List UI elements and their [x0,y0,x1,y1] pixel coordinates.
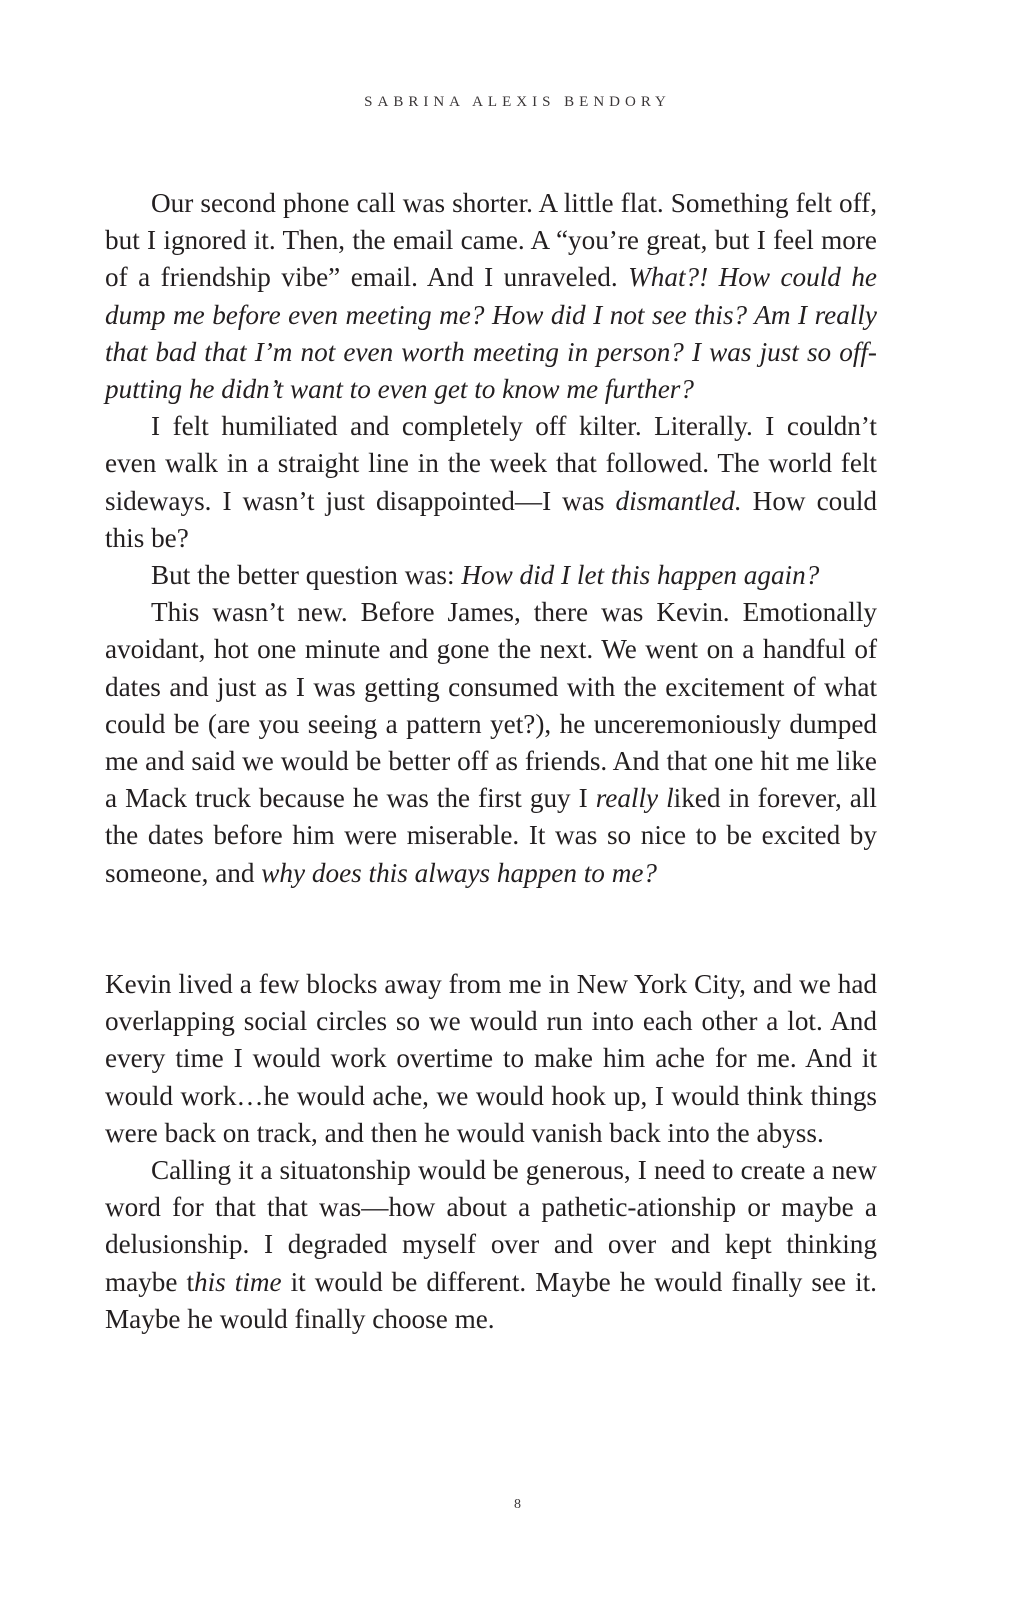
paragraph-text: I felt humiliated and completely off kilter. Literally. I couldn’t even walk in a straight line in the week that followed. The world felt sideways. I wasn’t just disappointed—I was [105,411,877,516]
paragraph-text: Kevin lived a few blocks away from me in New York City, and we had overlapping social circles so we would run into each other a lot. And every time I would work overtime to make him ache for me. And it would work…he would ache, we would hook up, I would think things were back on track, and then he would vanish back into the abyss. [105,969,877,1148]
running-head: SABRINA ALEXIS BENDORY [364,94,671,110]
paragraph-text: iked in forever, all the dates before him were miserable. It was so nice to be excited by someone, and [105,783,877,888]
paragraph [105,594,877,892]
paragraph-text: This wasn’t new. Before James, there was Kevin. Emotionally avoidant, hot one minute and gone the next. We went on a handful of dates and just as I was getting consumed with the excitement of what could be (are you seeing a pattern yet?), he unceremoniously dumped me and said we would be better off as friends. And that one hit me like a Mack truck because he was the first guy I [105,597,877,814]
italic-text: How did I let this happen again? [461,560,820,591]
paragraph-text: But the better question was: [151,560,462,591]
paragraph [105,966,877,1152]
italic-text: his time [194,1266,282,1297]
paragraph [105,1152,877,1338]
paragraph [105,408,877,557]
paragraph-text: it would be different. Maybe he would finally see it. Maybe he would finally choose me. [105,1266,877,1334]
italic-text: why does this always happen to me? [261,857,657,888]
paragraph [105,557,877,594]
paragraph-text: How could this be? [105,485,877,553]
paragraph [105,185,877,408]
section-one [105,185,877,892]
paragraph-text: Our second phone call was shorter. A little flat. Something felt off, but I ignored it. Then, the email came. A “you’re great, but I feel more of a friendship vibe” email. And I unraveled. [105,188,877,293]
italic-text: really l [595,783,674,814]
paragraph-text: Calling it a situatonship would be generous, I need to create a new word for that that was—how about a pathetic-ationship or maybe a delusionship. I degraded myself over and over and kept thinking maybe t [105,1155,877,1297]
section-two [105,966,877,1338]
page-number: 8 [514,1497,521,1512]
italic-text: What?! How could he dump me before even meeting me? How did I not see this? Am I really that bad that I’m not even worth meeting in person? I was just so off-putting he didn’t want to even get to know me further? [105,262,877,405]
italic-text: dismantled. [615,485,742,516]
